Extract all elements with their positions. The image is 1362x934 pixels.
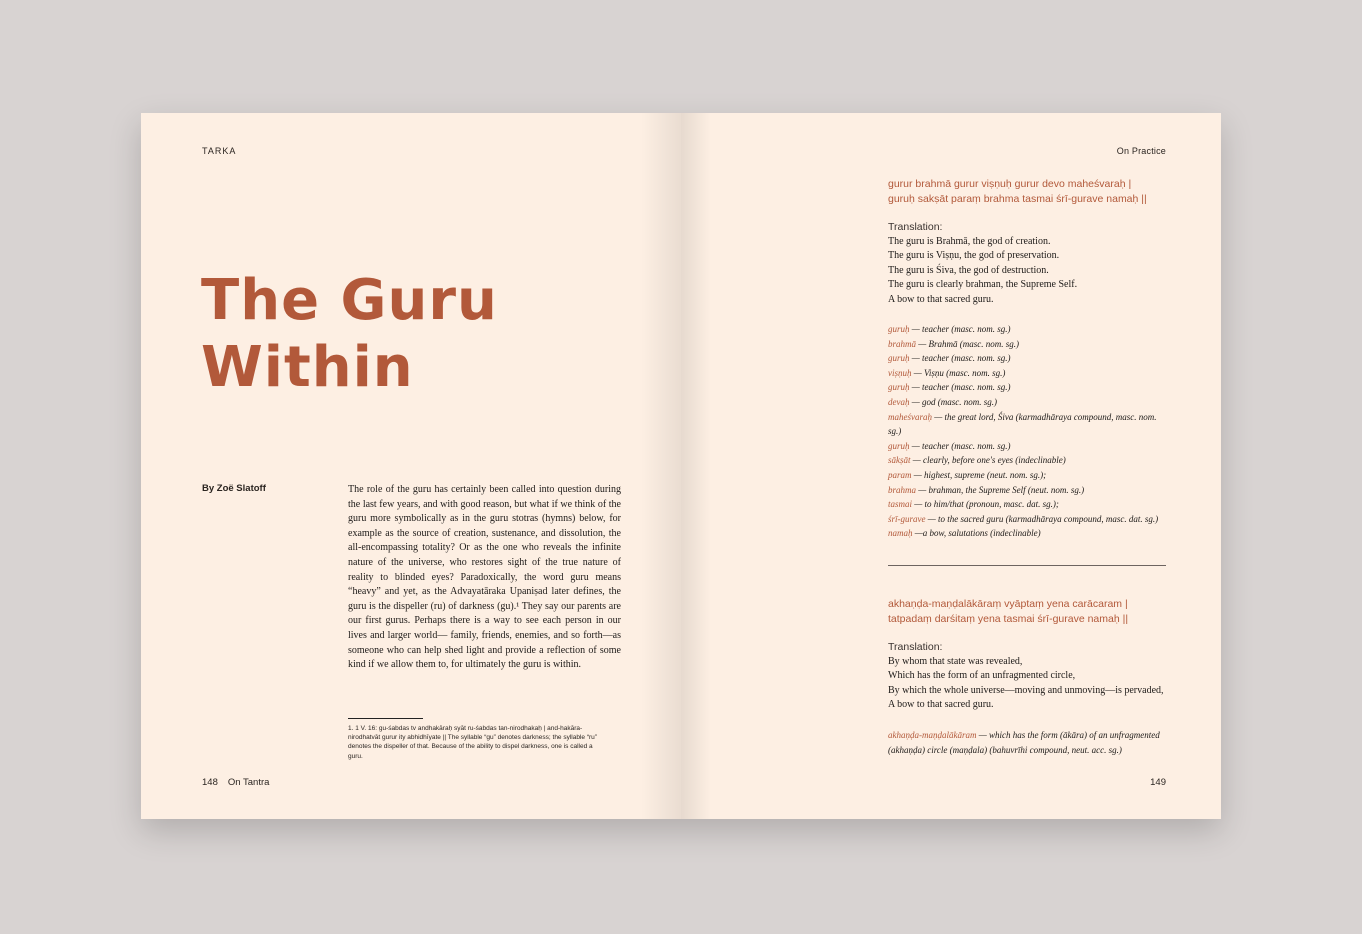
verse-line: gurur brahmā gurur viṣṇuḥ gurur devo maheśvaraḥ | (888, 178, 1132, 190)
gloss-term: akhaṇḍa-maṇḍalākāram (888, 730, 977, 740)
gloss-entry (888, 337, 1166, 352)
gloss-term: devaḥ (888, 396, 910, 407)
author-byline: By Zoë Slatoff (202, 483, 266, 494)
gloss-definition: — god (masc. nom. sg.) (909, 396, 997, 407)
gloss-entry (888, 526, 1166, 541)
gloss-definition: — teacher (masc. nom. sg.) (909, 324, 1011, 334)
translation-label: Translation: (888, 221, 943, 233)
right-page (681, 113, 1221, 819)
translation-line: The guru is Viṣṇu, the god of preservation. (888, 250, 1060, 262)
translation-line: The guru is Śiva, the god of destruction. (888, 264, 1049, 276)
book-spread (141, 113, 1221, 819)
gloss-term: param (888, 469, 912, 480)
gloss-term: viṣṇuḥ (888, 367, 912, 378)
gloss-definition: — teacher (masc. nom. sg.) (909, 353, 1011, 364)
translation-line: Which has the form of an unfragmented circle, (888, 670, 1076, 682)
section-divider (888, 565, 1166, 566)
title-line-1: The Guru (201, 268, 498, 333)
translation-line: By whom that state was revealed, (888, 655, 1023, 667)
gloss-term: guruḥ (888, 440, 910, 451)
verse-line: tatpadaṃ darśitaṃ yena tasmai śrī-gurave namaḥ || (888, 612, 1129, 625)
gloss-entry (888, 351, 1166, 366)
gloss-term: guruḥ (888, 382, 910, 393)
gloss-entry (888, 512, 1166, 527)
gloss-definition: — to him/that (pronoun, masc. dat. sg.); (912, 499, 1059, 510)
translation-line: By which the whole universe—moving and unmoving—is pervaded, (888, 684, 1164, 696)
gloss-definition: — which has the form (ākāra) of an unfragmented (akhaṇḍa) circle (maṇḍala) (bahuvrīhi compound, neut. acc. sg.) (888, 730, 1160, 755)
title-line-2: Within (201, 335, 414, 400)
gloss-definition: — brahman, the Supreme Self (neut. nom. sg.) (916, 484, 1085, 495)
gloss-term: śrī-gurave (888, 513, 926, 524)
gloss-entry (888, 410, 1166, 439)
translation-line: The guru is clearly brahman, the Supreme Self. (888, 279, 1078, 291)
gloss-term: guruḥ (888, 324, 910, 334)
word-gloss-1 (888, 322, 1166, 541)
gloss-entry (888, 395, 1166, 410)
gloss-term: tasmai (888, 499, 913, 510)
gloss-entry (888, 322, 1166, 337)
left-page (141, 113, 681, 819)
gloss-entry (888, 380, 1166, 395)
gloss-definition: — clearly, before one's eyes (indeclinable) (910, 455, 1066, 466)
gloss-entry (888, 468, 1166, 483)
running-head-right: On Practice (1116, 146, 1166, 156)
gloss-definition: — Viṣṇu (masc. nom. sg.) (911, 367, 1006, 378)
gloss-term: brahmā (888, 338, 917, 349)
translation-line: The guru is Brahmā, the god of creation. (888, 235, 1051, 247)
page-number-left: 148 (202, 777, 218, 788)
gloss-entry (888, 366, 1166, 381)
gloss-entry (888, 483, 1166, 498)
gloss-definition: — the great lord, Śiva (karmadhāraya compound, masc. nom. sg.) (888, 411, 1157, 437)
gloss-definition: — Brahmā (masc. nom. sg.) (916, 338, 1020, 349)
translation-label: Translation: (888, 641, 943, 653)
gloss-term: sākṣāt (888, 455, 911, 466)
page-number-right: 149 (1150, 777, 1166, 788)
footnote: 1. 1 V. 16: gu-śabdas tv andhakāraḥ syāt ru-śabdas tan-nirodhakaḥ | and-hakāra-nirodhatvāt gurur ity abhidhīyate || The syllable “gu” denotes darkness; the syllable “ru” denotes the dispeller of that. Because of the ability to dispel darkness, one is called a guru. (348, 725, 597, 760)
verse-line: akhaṇḍa-maṇḍalākāraṃ vyāptaṃ yena carācaram | (888, 598, 1128, 610)
gloss-entry (888, 453, 1166, 468)
gloss-term: brahma (888, 484, 917, 495)
translation-line: A bow to that sacred guru. (888, 293, 994, 305)
running-head-left: TARKA (202, 146, 237, 156)
verse-line: guruḥ sakṣāt paraṃ brahma tasmai śrī-gurave namaḥ || (888, 192, 1147, 205)
section-name: On Tantra (227, 777, 270, 788)
translation-1 (888, 220, 1178, 308)
gloss-term: maheśvaraḥ (888, 411, 932, 422)
verse-1 (888, 177, 1147, 206)
translation-line: A bow to that sacred guru. (888, 699, 994, 711)
gloss-definition: — teacher (masc. nom. sg.) (909, 382, 1011, 393)
gloss-entry (888, 728, 1166, 757)
gloss-definition: —a bow, salutations (indeclinable) (912, 528, 1041, 539)
verse-2 (888, 597, 1128, 626)
page-title (201, 267, 498, 401)
translation-2 (888, 640, 1178, 713)
gloss-definition: — to the sacred guru (karmadhāraya compound, masc. dat. sg.) (925, 513, 1159, 524)
word-gloss-2 (888, 728, 1166, 757)
gloss-term: namaḥ (888, 528, 913, 539)
gloss-term: guruḥ (888, 353, 910, 364)
folio-left (202, 777, 269, 788)
gloss-entry (888, 497, 1166, 512)
gloss-definition: — teacher (masc. nom. sg.) (909, 440, 1011, 451)
gloss-entry (888, 439, 1166, 454)
body-text: The role of the guru has certainly been called into question during the last few years, and with good reason, but what if we think of the guru more symbolically as in the guru stotras (hymns) below, for example as the source of creation, sustenance, and dissolution, the all-encompassing totality? Or as the one who reveals the infinite nature of the universe, who restores sight of the true nature of reality to blinded eyes? Paradoxically, the word guru means “heavy” and yet, as the Advayatāraka Upaniṣad later defines, the guru is the dispeller (ru) of darkness (gu).¹ They say our parents are our first gurus. Perhaps there is a way to see each person in our lives and larger world— family, friends, enemies, and so forth—as someone who can help shed light and provide a reflection of some kind if we allow them to, for ultimately the guru is within. (348, 484, 621, 671)
footnote-divider (348, 718, 423, 719)
gloss-definition: — highest, supreme (neut. nom. sg.); (911, 469, 1047, 480)
